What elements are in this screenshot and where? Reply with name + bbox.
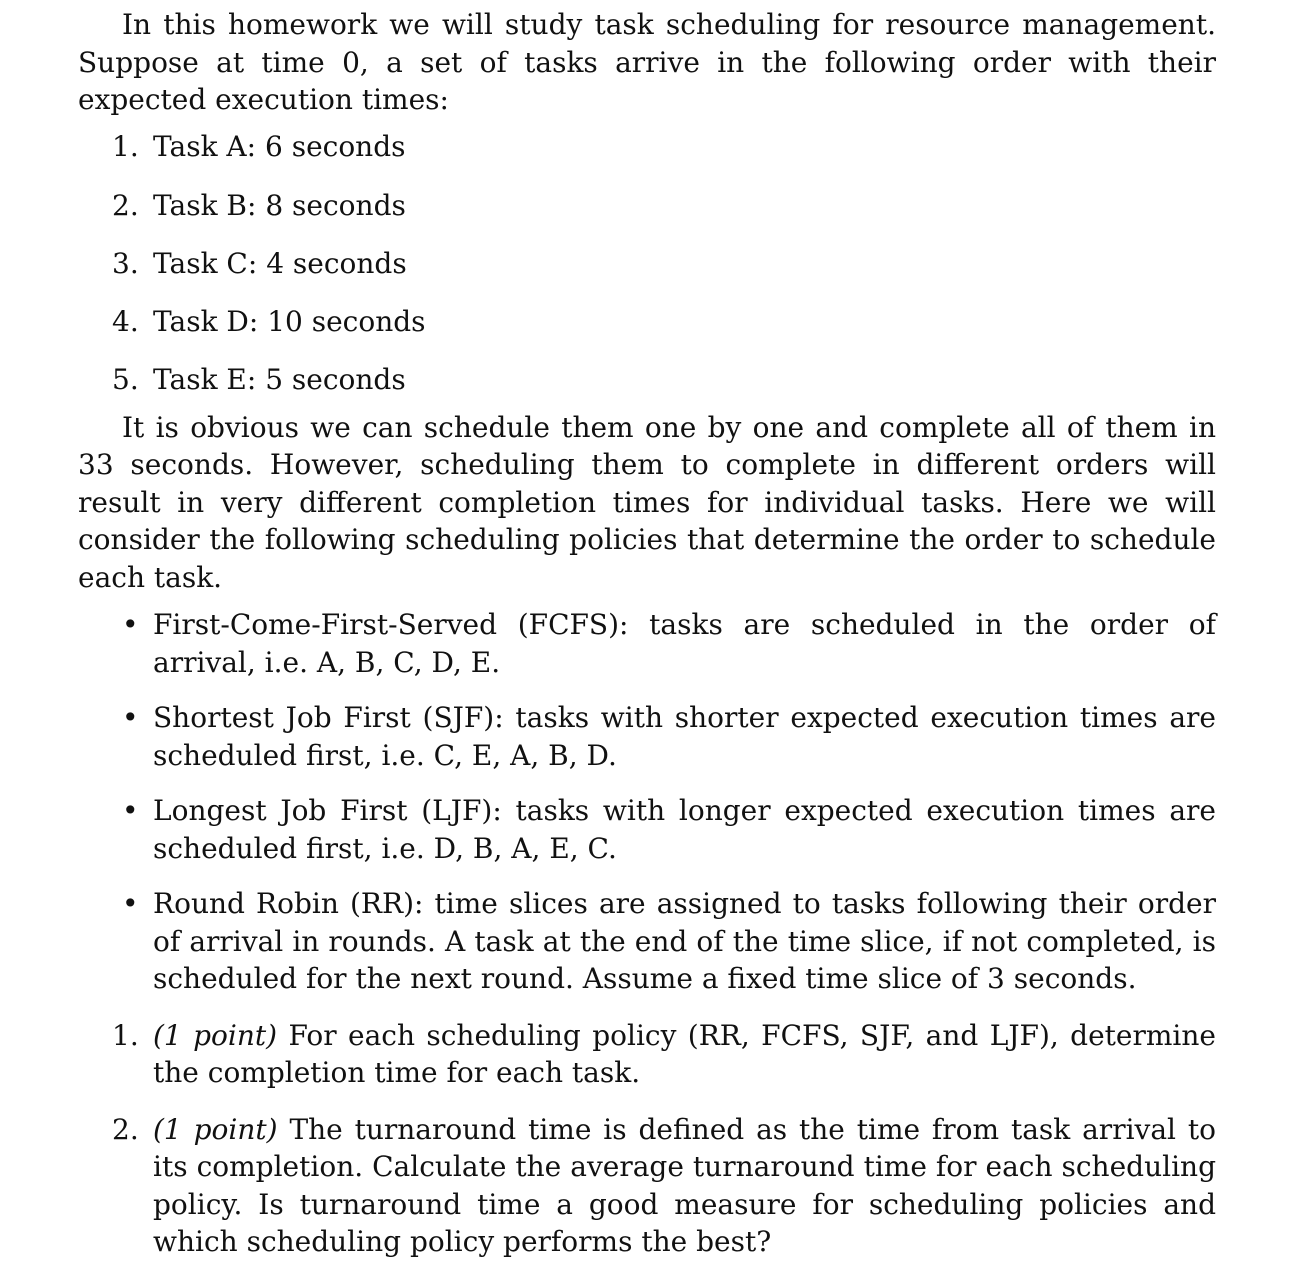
item-number: 2. xyxy=(112,188,139,222)
policy-text: First-Come-First-Served (FCFS): tasks are scheduled in the order of arrival, i.e. A, B, C, D, E. xyxy=(153,608,1216,679)
item-number: 3. xyxy=(112,246,139,280)
task-text: Task E: 5 seconds xyxy=(153,362,406,396)
question-number: 1. xyxy=(112,1018,139,1052)
policies-intro-paragraph: It is obvious we can schedule them one by one and complete all of them in 33 seconds. However, scheduling them to complete in different orders will result in very different completion times for individual tasks. Here we will consider the following scheduling policies that determine the order to schedule each task. xyxy=(78,410,1216,594)
item-number: 1. xyxy=(112,129,139,163)
task-text: Task D: 10 seconds xyxy=(153,304,426,338)
task-text: Task B: 8 seconds xyxy=(153,188,406,222)
list-item xyxy=(78,119,1216,177)
list-item xyxy=(78,293,1216,351)
list-item xyxy=(78,1017,1216,1092)
list-item xyxy=(78,699,1216,774)
policy-text: Round Robin (RR): time slices are assigned to tasks following their order of arrival in rounds. A task at the end of the time slice, if not completed, is scheduled for the next round. Assume a fixed time slice of 3 seconds. xyxy=(153,887,1216,995)
item-number: 4. xyxy=(112,304,139,338)
question-text: The turnaround time is defined as the time from task arrival to its completion. Calculate the average turnaround time for each scheduling policy. Is turnaround time a good measure for scheduling policies and which scheduling policy performs the best? xyxy=(153,1112,1216,1258)
item-number: 5. xyxy=(112,362,139,396)
question-text: For each scheduling policy (RR, FCFS, SJF, and LJF), determine the completion time for each task. xyxy=(153,1018,1216,1089)
bullet-icon: • xyxy=(122,608,139,641)
question-points: (1 point) xyxy=(153,1018,278,1052)
policy-text: Shortest Job First (SJF): tasks with shorter expected execution times are scheduled first, i.e. C, E, A, B, D. xyxy=(153,701,1216,772)
question-number: 2. xyxy=(112,1112,139,1146)
question-points: (1 point) xyxy=(153,1112,278,1146)
list-item xyxy=(78,235,1216,293)
list-item xyxy=(78,177,1216,235)
policy-list xyxy=(78,606,1216,998)
policy-text: Longest Job First (LJF): tasks with longer expected execution times are scheduled first, i.e. D, B, A, E, C. xyxy=(153,794,1216,865)
list-item xyxy=(78,792,1216,867)
list-item xyxy=(78,606,1216,681)
list-item xyxy=(78,1111,1216,1261)
task-text: Task A: 6 seconds xyxy=(153,129,406,163)
bullet-icon: • xyxy=(122,794,139,827)
intro-paragraph: In this homework we will study task scheduling for resource management. Suppose at time 0, a set of tasks arrive in the following order with their expected execution times: xyxy=(78,8,1216,116)
question-list xyxy=(78,1017,1216,1261)
list-item xyxy=(78,885,1216,998)
task-text: Task C: 4 seconds xyxy=(153,246,407,280)
task-list xyxy=(78,119,1216,409)
bullet-icon: • xyxy=(122,887,139,920)
list-item xyxy=(78,351,1216,409)
bullet-icon: • xyxy=(122,701,139,734)
